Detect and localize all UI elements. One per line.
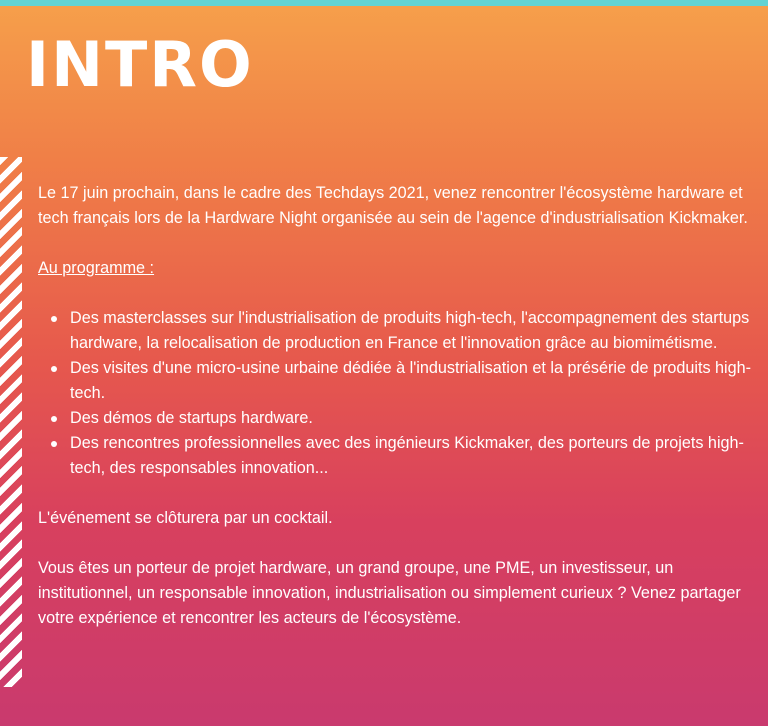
bullet-icon: [51, 441, 57, 447]
list-item: Des visites d'une micro-usine urbaine dédiée à l'industrialisation et la présérie de produits high-tech.: [70, 356, 764, 406]
top-accent-bar: [0, 0, 768, 6]
page-title: INTRO: [26, 28, 254, 101]
program-list: [38, 306, 764, 481]
bullet-icon: [51, 366, 57, 372]
list-item: Des masterclasses sur l'industrialisation de produits high-tech, l'accompagnement des startups hardware, la relocalisation de production en France et l'innovation grâce au biomimétisme.: [70, 306, 764, 356]
list-item: Des rencontres professionnelles avec des ingénieurs Kickmaker, des porteurs de projets high-tech, des responsables innovation...: [70, 431, 764, 481]
bullet-icon: [51, 316, 57, 322]
list-item: Des démos de startups hardware.: [70, 406, 764, 431]
decorative-stripes: [0, 157, 22, 687]
program-heading: Au programme :: [38, 259, 155, 277]
content-block: [38, 181, 764, 631]
closing-paragraph: L'événement se clôturera par un cocktail.: [38, 509, 333, 527]
bullet-icon: [51, 416, 57, 422]
intro-paragraph: Le 17 juin prochain, dans le cadre des Techdays 2021, venez rencontrer l'écosystème hardware et tech français lors de la Hardware Night organisée au sein de l'agence d'industrialisation Kickmaker.: [38, 184, 748, 227]
invitation-paragraph: Vous êtes un porteur de projet hardware, un grand groupe, une PME, un investisseur, un institutionnel, un responsable innovation, industrialisation ou simplement curieux ? Venez partager votre expérience et rencontrer les acteurs de l'écosystème.: [38, 559, 741, 627]
